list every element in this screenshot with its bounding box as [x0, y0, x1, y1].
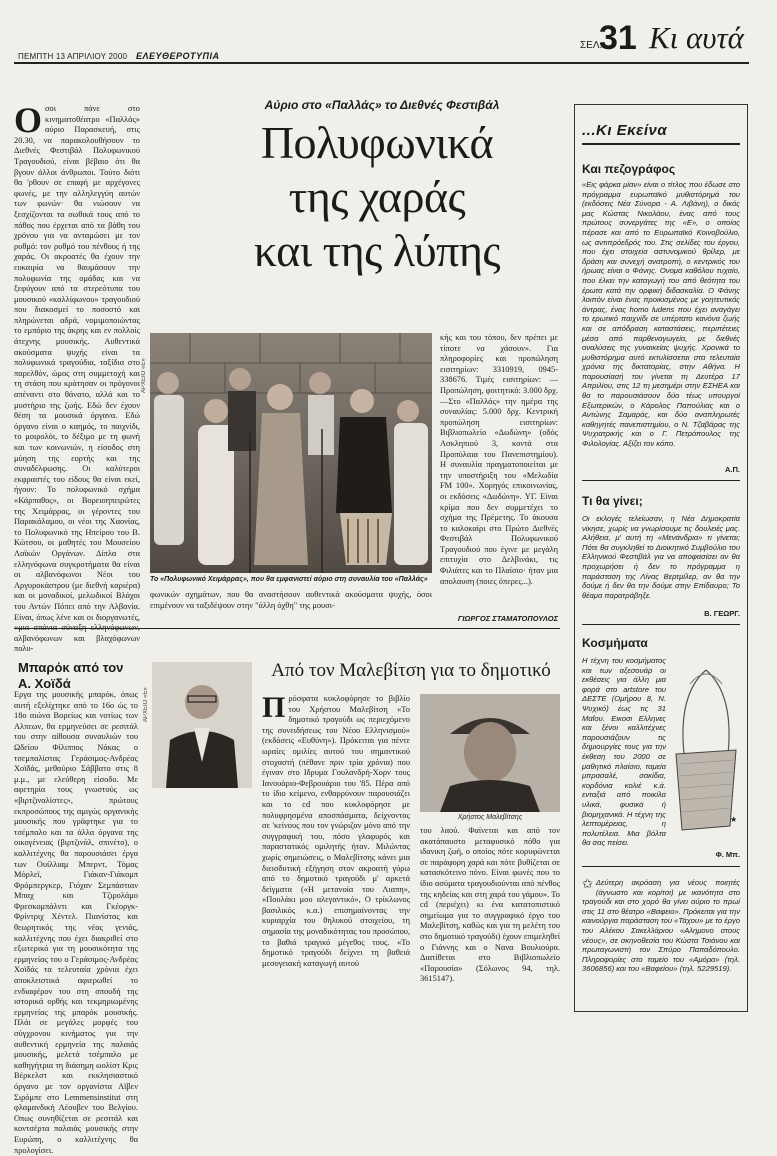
baroque-photo-credit: ΑΡΧΕΙΟ «Ε»: [143, 687, 149, 722]
main-byline: ΓΙΩΡΓΟΣ ΣΤΑΜΑΤΟΠΟΥΛΟΣ: [457, 614, 558, 623]
main-title-line1: Πολυφωνικά: [260, 117, 494, 168]
malevitsis-portrait-illustration: [420, 694, 560, 812]
sidebar-item1-sign: Α.Π.: [725, 465, 740, 474]
main-col-right: κής και του τόπου, δεν πρέπει με τίποτε να χάσουν». Για πληροφορίες και προπώληση εισιτηρίων: 3310919, 0945-338676. Τιμές εισιτηρίων: —Προπώληση, φοιτητικό: 3.000 δρχ. —Στο «Παλλάς» την ημέρα της συναυλίας: 5.000 δρχ. Κεντρική προπώληση εισιτηρίων: Βιβλιοπωλείο «Δωδώνη» (οδός Ασκληπιού 3, κοντά στα Προπύλαια του Πανεπιστημίου). Η συναυλία πραγματοποιείται με την υποστήριξη του «Μελωδία FM 100». Χορηγός επικοινωνίας, οι εκδόσεις «Δωδώνη». ΥΓ. Είναι κρίμα που δεν συμμετέχει το σχήμα της Πρέμετης. Το άκουσα το καλοκαίρι στο Πρώτο Διεθνές Φεστιβάλ Πολυφωνικού Τραγουδιού που έγινε με μεγάλη επιτυχία στο Δελβινάκι, τις Φιλιάτες και το Πλαίσιο· ήταν μια απολαυση (ποιες όπερες...).: [440, 333, 558, 586]
malevitsis-photo-caption: Χρήστος Μαλεβίτσης: [457, 814, 523, 821]
choidas-portrait-illustration: [152, 662, 252, 788]
sidebar-item2-sign: Β. ΓΕΩΡΓ.: [704, 609, 740, 618]
malevitsis-col2: του λαού. Φαίνεται και από τον ακατάπαυστο μεταφυσικό πόθο για ιδανικη ζωή, ο οποίος πότε κορυφώνεται σε παράφορη χαρά και πότε βυθίζεται σε κατασκότεινο πόνο. Είναι φωνές που το ίδιο ασύματα τραγουδιούνται από πένθος της κηδείας και στη χαρά του γάμου». Το cd (περιέχει) κι ένα κατατοπιστικό σημείωμα για το συγγραφικό έργο του Μαλεβίτση, καθώς και για τη μελέτη του στο δημοτικό τραγούδι) έχουν επιμεληθεί ο Γιάννης και ο Νανα Βουλιούρα. Διατίθεται στο Βιβλιοπωλείο «Παρουσία» (Σόλωνος 94, τηλ. 3615147).: [420, 826, 560, 984]
header-section-name: Κι αυτά: [649, 20, 744, 55]
malevitsis-title: Από τον Μαλεβίτση για το δημοτικό: [271, 660, 551, 681]
main-col1: [14, 100, 140, 654]
main-photo-credit: ΑΡΧΕΙΟ «Ε»: [141, 358, 147, 393]
main-title-line3: και της λύπης: [253, 225, 501, 276]
sidebar-star-item: [582, 878, 740, 1006]
main-title: [212, 116, 542, 278]
sidebar-divider2: [582, 624, 740, 625]
main-bottom-line: φωνικών σχημάτων, που θα αναστήσουν αυθεντικά ακούσματα ψυχής, όσοι επιμένουν να ταξιδέψουν στην "άλλη όχθη" της μουσι-: [150, 590, 432, 610]
sidebar-item1-title: Και πεζογράφος: [582, 162, 676, 176]
header-date: ΠΕΜΠΤΗ 13 ΑΠΡΙΛΙΟΥ 2000: [18, 52, 128, 61]
main-bottom-rule: [14, 628, 560, 629]
sidebar-item3-title: Κοσμήματα: [582, 636, 648, 650]
baroque-photo: [152, 662, 252, 788]
malevitsis-col1: [262, 691, 410, 1014]
sidebar-item3-text: Η τέχνη του κοσμήματος και των αξεσουάρ οι εκθέσεις για άλλη μια φορά στο artstore του ΔΕΣΤΕ (Ομήρου 8, Ν. Ψυχικό) έως τις 31 Μαΐου. Εικοσι Ελληνες και ξένοι καλλιτέχνες παρουσιάζουν τις δημιουργίες τους για την έκθεση του 2000 σε μαθητικό πλαίσιο, ταμεία μπρασαλέ, σακίδια, κορδόνια κολιέ κ.ά. ενταξιά από ποικίλα υλικά, φυσικά ή βιομηχανικά. Η τέχνη της λεπτομέρειας, η πολυτέλεια. Μια βόλτα θα σας πείσει.: [582, 656, 666, 848]
malevitsis-photo: [420, 694, 560, 812]
main-title-line2: της χαράς: [288, 171, 466, 222]
malevitsis-col1-text: ρόσφατα κυκλοφόρησε το βιβλίο του Χρήστου Μαλεβίτση «Το δημοτικό τραγούδι ως περιεχόμενο της συνειδήσεως του Νέου Ελληνισμού» (εκδόσεις «Ευθύνη»). Πρόκειται για πέντε ωραίες ομιλίες αυτού του σημαντικού στοχαστή (πέθανε πριν τρία χρόνια) που έγιναν στο Ιδρυμα Γουλανδρή-Χορν τους Ιανουάριο-Φεβρουάριο του '85. Πέρα από το ίδιο κείμενο, ενθαρρύνουν παρουσιάζει και το cd που κυκλοφόρησε με πολυφρησμένα αποσπάσματα, δείχνοντας σε 'κείνους που τον γνώριζαν μόνο από την συγγραφική του, πόσο γλαφυρός και παραστατικός ομιλητής ήταν. Μιλώντας χωρίς σημειώσεις, ο Μαλεβίτσης κάνει μια διεισδυτική εξήγηση στον ακροατή γύρω από το δημοτικό τραγούδι μ' αρκετά δείγματα («Η μετανοία του Λιαπη», «Πουλάκι μου αλεγαντικό», Ο τρίκλωνος βασιλικός κ.α.) επισημαίνοντας την κυριαρχία του θηλυκού στοιχείου, τη σημασία της μοναδικότητας του προσώπου, το βαθιά τραγικό μέγεθος τους. «Το δημοτικό τραγούδι δείχνει τη βαθειά μεσογειακή καταγωγή αυτού: [262, 694, 410, 968]
header-page-number: 31: [599, 19, 637, 57]
main-choir-photo: [150, 333, 432, 573]
header-rule: [14, 62, 749, 64]
sidebar-item1-text: «Εις φάρκα μίαν» είναι ο τίτλος που έδωσε στο πρόγραμμα ευρωπαϊκό μυθιστόρημά του (εκδόσεις Νέα Σύνορα - Α. Λιβάνη), ο δικός μας Κώστας Νικολάου, ένας από τους πρώτους συνεργάτες της «Ε», ο οποίος πέρασε και από το Ευρωπαϊκό Κοινοβούλιο, ως αντιπρόεδρός του. Στις σελίδες του έργου, που έχει στοιχεία αστυνομικού θρίλερ, με δράση και συνεχή ανατροπή, ο κεντρικός του ήρωας είναι ο Φάνης. Ονομα καθόλου τυχαίο, που έλκει την καταγωγή του από θεότητα του έρωτα κατά την ορφική διδασκαλία. Ο Φάνης λοιπόν είναι ένας προικισμένος με γοητευτικός άντρας, ένας homo ludens που έχει αναγάγει το ερωτικό παιχνίδι σε υπέρτατο κανόνα ζωής και σε απόδραση καταστάσεις, περιπέτειες μέσα από παρθεναγωγεία, με διεθνές αναλύσεις της γυναικείας ψυχής. Χρονικά το μυθιστόρημα αυτό εκτυλίσσεται στα τελευταία χρόνια της δικτατορίας, στην Αθήνα. Η παρουσίασή του γίνεται τη Δευτέρα 17 Απριλίου, στις 12 τη μεσημέρι στην ΕΣΗΕΑ και θα το παρουσιάσουν δύο τέως υπουργοί Εξωτερικών, ο Κάρολος Παπούλιας και ο Αντώνης Σαμαράς, και δύο αναπληρωτές καθηγητές πανεπιστημίου, ο Ν. Τζαβάρας της Ψυχιατρικής και ο Γ. Πετρόπουλος της Φιλολογίας. Αξίζει τον κόπο.: [582, 180, 740, 449]
sidebar-divider3: [582, 866, 740, 867]
malevitsis-dropcap: Π: [262, 691, 286, 724]
header-paper-name: ΕΛΕΥΘΕΡΟΤΥΠΙΑ: [136, 51, 220, 61]
baroque-title: Μπαρόκ από τον Α. Χοϊδά: [18, 660, 124, 691]
star-icon: ✩: [582, 876, 593, 891]
bag-icon: [670, 664, 742, 834]
sidebar-header: ...Κι Εκείνα: [582, 122, 668, 139]
main-dropcap: Ο: [14, 100, 43, 140]
sidebar-item2-text: Οι εκλογές τελείωσαν, η Νέα Δημοκρατία νίκησε, χωρίς να γνωρίσουμε τις δουλειές μας. Αλήθεια, μ' αυτή τη «Μενάνδρια» τι γίνεται; Πότε θα συγκληθεί το Διοικητικό Συμβούλιο του Ελληνικού Φεστιβάλ για να αποφασίσει αν θα προχωρήσει ή δεν το πρόγραμμα η παράσταση της Λίνας Βερτμίλερ, αν θα την δούμε ή δεν θα την δούμε στην Επίδαυρο; Το θέαμα παρατράβηξε.: [582, 514, 740, 600]
sidebar-header-rule: [582, 143, 740, 145]
main-photo-caption: Το «Πολυφωνικό Χειμάρρας», που θα εμφανιστεί αύριο στη συναυλία του «Παλλάς»: [150, 576, 428, 583]
sidebar-item3-sign: Φ. Μπ.: [715, 850, 740, 859]
svg-text:★: ★: [730, 815, 738, 824]
baroque-body: Εργα της μουσικής μπαρόκ, όπως αυτή εξελίχτηκε από το 16ο ώς το 18ο αιώνα Βορείως και νοτίως των Αλπεων, θα ερμηνεύσει σε ρεσιτάλ του στην αίθουσα συναυλιών του Ωδείου Φίλιππος Νάκας ο τσεμπαλίστας Γεράσιμος-Ανδρέας Χοϊδάς, μεθαύριο Σάββατο στις 8 μ.μ., με ελεύθερη είσοδο. Με αφετηρία τους γνωστούς ως «βιρτζιναλίστες», πρώτους εκπροσώπους της αμιγώς οργανικής μουσικής που γράφτηκε για το τσέμπαλο και τα άλλα όργανα της οικογένειας (βιρτζινάλ, σπινέτο), ο καλλιτέχνης θα παρουσιάσει έργα των Ουίλλιαμ Μπερντ, Τόμας Μόρλεϊ, Γιάκαν-Γιάκομπ Φρόμπεργκερ, Γιόχαν Σεμπάστιαν Μπαχ και Τζιρολάμο Φρεσκομπάλντι και Γκέοργκ-Φρίντριχ Χέντελ. Πιανίστας και θεωρητικός της νέας γενιάς, καλλιτέχνης που έχει διακριθεί στο εξωτερικό για τη μουσικότητα της ερμηνείας του ο Γεράσιμος-Ανδρέας Χοϊδάς τα τελευταία χρόνια έχει αποκλειστικά αφιερωθεί το ενδιαφέρον του στη σπουδή της ιστορικά ορθής και τεκμηριωμένης ερμηνείας της μπαρόκ μουσικής. Πλάι σε μεγάλες μορφές του σύγχρονου κινήματος για την αυθεντική ερμηνεία της παλαιάς μουσικής, μελετά τσέμπαλο με καθηγήτρια τη διάσημη ωολίστ Κρις Βέρκελστ και εκκλησιαστικό όργανο με τον οργανίστα Αϊβεν Σιρόμπε στο Lemmensinstitut στη φλαμανδική Λέουβεν του Βελγίου. Οπως συνηθίζεται σε ρεσιτάλ και κοντσέρτα παλαιάς μουσικής στην Ευρώπη, ο καλλιτέχνης θα προλογίσει.: [14, 690, 138, 1155]
main-col1-text: σοι πάνε στο κινηματοθέατρο «Παλλάς» αύριο Παρασκευή, στις 20.30, να παρακολουθήσουν το Διεθνές Φεστιβάλ Πολυφωνικού Τραγουδιού, είναι βέβαιο ότι θα βγουν άλλοι άνθρωποι. Τούτο διότι θα 'ρθουν σε επαφή με αρχέγονες φωνές, με την αλληλεγγύη αυτών των φωνών· θα νιώσουν να ξεσχίζονται τα σωθικά τους από το πάθος που έρχεται από τα βάθη του χρόνου για να ανταμώσει με τον ρυθμό: τον ρυθμό του πένθους ή της χαράς. Οι ακροατές θα έχουν την ευκαιρία να θαυμάσουν την πολυφωνία της ομάδας και να ξεφύγουν από τα στερεότυπα του μουσικού «καλλίφωνου» τραγουδιού που διακοσμεί το ποσοστό και πληρώνεται αδρά, νομιμοποιώντας το εμπόριο της άκρης και εν πολλοίς άτεχνης μουσικής. Αυθεντικά ακούσματα ψυχής είναι τα πολυφωνικά τραγούδια, ταξίδια στο παρελθόν, ώμος στη συμμετοχή και τη στάση που κράτησαν οι πρόγονοι απέναντι στο θάνατο, αλλά και το μυστήριο της ζωής. Εδώ δεν έχουν θέση τα μουσικά όργανα. Εδώ όργανο είναι ο καημός, το παιχνίδι, το μοιρολόι, το δέξιμο με τη φωνή και των κοινωνιών, η είσοδος στη μύηση της εορτής και της συναδέλφωσης. Οι καλύτεροι εκφραστές του είδους θα είναι εκεί, ήγουν: Το πολυφωνικό σχήμα «Κάρπαθος», οι Βορειοηπειρώτες της Χειμάρρας, οι γέροντες του Παρακάλαμου, οι νέοι της Χαονίας, το Πολυφωνικό της Ηπείρου του Β. Κώτσου, οι μαθητές του Μουσείου Λαϊκών Οργάνων. Δίπλα στα ελληνόφωνα συγκροτήματα θα είναι οι αλβανόφωνοι Νέοι του Αργυροκάστρου (με διεθνή καριέρα) και οι μοναδικοί, μελωδικοί Βλάχοι του Αντών Πόπει από την Αλβανία. Είναι, όπως λένε και οι διοργανωτές, αλβανόφωνων και βλαχόφωνων πολυ-: [14, 104, 140, 654]
sidebar-divider1: [582, 480, 740, 481]
sidebar-star-text: Δεύτερη ακρόαση για νέους ποιητές (άγνωστο και κορίτσι) με ικανότητα στο τραγούδι και στο χορό θα γίνει αύριο το πρωί στις 11 στο θέατρο «Βαφειο». Πρόκειται για την καινούργια παράσταση του «Τάχου» με το έργο του Αλέκου Σακελλάριου «Αλημονο στους νέους», σε σκηνοθεσία του Κώστα Τσιάνου και πρωταγωνιστή τον Σπύρο Παπαδόπουλο. Πληροφορίες στο ταμείο του «Αμόρα» (τηλ. 3606856) και του «Βαφείου» (τηλ. 5229519).: [582, 878, 740, 974]
main-kicker: Αύριο στο «Παλλάς» το Διεθνές Φεστιβάλ: [264, 98, 500, 112]
bag-illustration: [670, 664, 742, 834]
choir-photo-illustration: [150, 333, 432, 573]
sidebar-item2-title: Τι θα γίνει;: [582, 494, 643, 508]
header-page-prefix: ΣΕΛ.: [580, 40, 603, 51]
